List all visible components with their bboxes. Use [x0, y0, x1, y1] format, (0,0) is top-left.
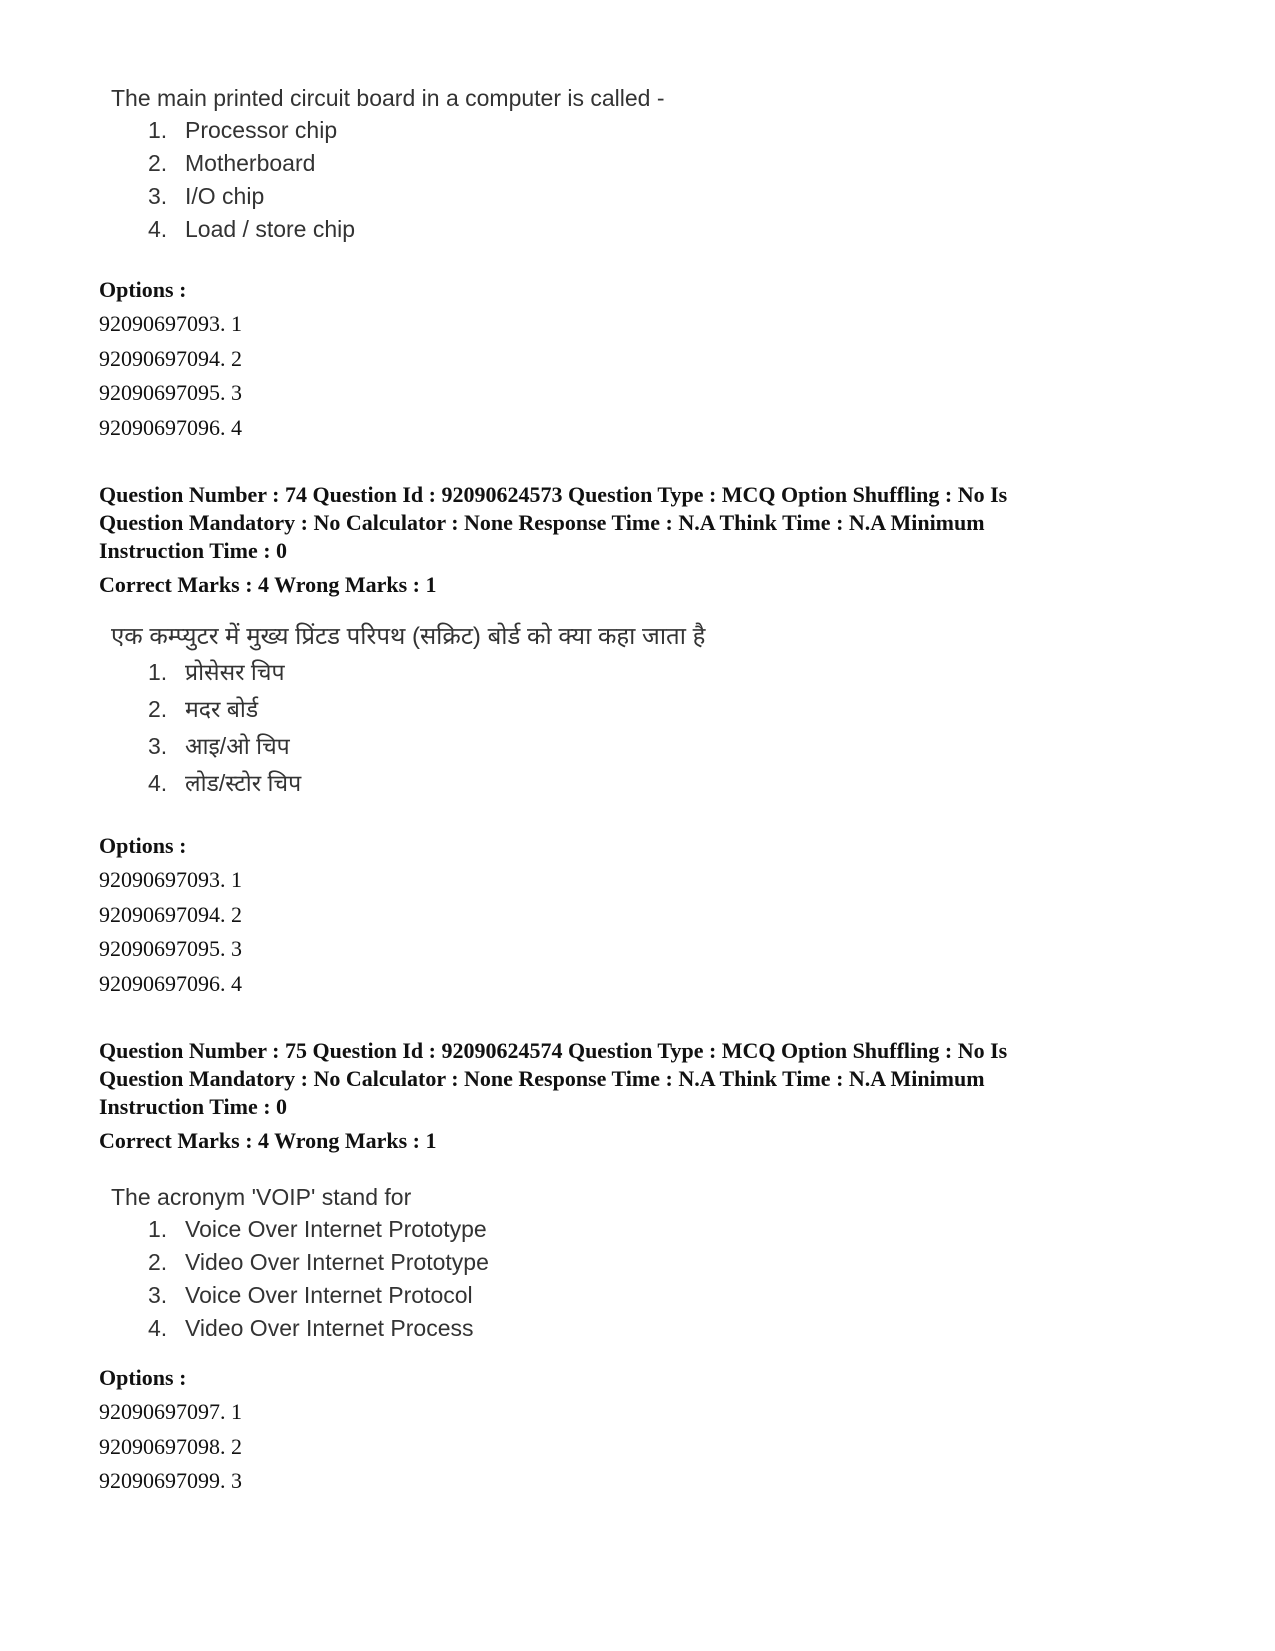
option-row: 92090697099. 3 [99, 1468, 242, 1493]
option-row: 92090697094. 2 [99, 901, 242, 927]
question-choice-list [111, 114, 665, 246]
question-choice [111, 114, 665, 147]
question-choice [111, 728, 705, 765]
choice-number: 1. [148, 1216, 168, 1242]
question-choice [111, 213, 665, 246]
question-choice [111, 1312, 489, 1345]
option-row: 92090697093. 1 [99, 311, 242, 336]
choice-number: 4. [148, 770, 168, 796]
choice-text: I/O chip [185, 183, 265, 209]
question-choice [111, 765, 705, 802]
choice-number: 3. [148, 733, 168, 759]
meta-line: Question Number : 75 Question Id : 92090624574 Question Type : MCQ Option Shuffling : No Is [99, 1038, 1008, 1063]
question-74-meta [99, 481, 1159, 599]
question-75-meta [99, 1037, 1159, 1155]
question-73-image [111, 82, 665, 246]
question-74-image [111, 620, 705, 802]
meta-line: Instruction Time : 0 [99, 1094, 288, 1119]
question-choice [111, 1246, 489, 1279]
choice-number: 1. [148, 117, 168, 143]
choice-text: प्रोसेसर चिप [185, 659, 285, 685]
meta-line: Instruction Time : 0 [99, 538, 288, 563]
choice-number: 2. [148, 150, 168, 176]
choice-text: Video Over Internet Prototype [185, 1249, 489, 1275]
meta-line: Question Mandatory : No Calculator : None Response Time : N.A Think Time : N.A Minimum [99, 1066, 985, 1091]
choice-text: Voice Over Internet Protocol [185, 1282, 473, 1308]
options-list [99, 1361, 519, 1499]
meta-line: Question Number : 74 Question Id : 92090624573 Question Type : MCQ Option Shuffling : No Is [99, 482, 1008, 507]
options-heading: Options : [99, 1365, 187, 1390]
choice-text: Video Over Internet Process [185, 1315, 474, 1341]
question-stem: The main printed circuit board in a computer is called - [111, 85, 665, 111]
choice-number: 2. [148, 1249, 168, 1275]
question-stem: एक कम्प्युटर में मुख्य प्रिंटड परिपथ (सक्रिट) बोर्ड को क्या कहा जाता है [111, 623, 706, 650]
question-75-image [111, 1181, 489, 1345]
question-stem: The acronym 'VOIP' stand for [111, 1184, 412, 1210]
question-choice [111, 1213, 489, 1246]
choice-number: 3. [148, 183, 168, 209]
question-choice [111, 654, 705, 691]
choice-text: लोड/स्टोर चिप [185, 770, 302, 796]
question-choice-list [111, 654, 705, 802]
choice-number: 4. [148, 216, 168, 242]
option-row: 92090697093. 1 [99, 867, 242, 892]
option-row: 92090697097. 1 [99, 1399, 242, 1424]
choice-text: आइ/ओ चिप [185, 733, 290, 759]
question-choice [111, 180, 665, 213]
option-row: 92090697098. 2 [99, 1433, 242, 1459]
marks-line: Correct Marks : 4 Wrong Marks : 1 [99, 1128, 437, 1153]
choice-text: Voice Over Internet Prototype [185, 1216, 487, 1242]
choice-number: 3. [148, 1282, 168, 1308]
choice-text: Load / store chip [185, 216, 356, 242]
question-choice [111, 691, 705, 728]
question-choice-list [111, 1213, 489, 1345]
options-list [99, 273, 519, 445]
question-choice [111, 1279, 489, 1312]
choice-number: 2. [148, 696, 168, 722]
options-heading: Options : [99, 277, 187, 302]
choice-text: Motherboard [185, 150, 316, 176]
question-choice [111, 147, 665, 180]
option-row: 92090697096. 4 [99, 970, 242, 996]
option-row: 92090697095. 3 [99, 936, 242, 961]
choice-text: मदर बोर्ड [185, 696, 259, 722]
choice-text: Processor chip [185, 117, 338, 143]
meta-line: Question Mandatory : No Calculator : None Response Time : N.A Think Time : N.A Minimum [99, 510, 985, 535]
options-list [99, 829, 519, 1001]
options-heading: Options : [99, 833, 187, 858]
option-row: 92090697095. 3 [99, 380, 242, 405]
option-row: 92090697096. 4 [99, 414, 242, 440]
choice-number: 4. [148, 1315, 168, 1341]
option-row: 92090697094. 2 [99, 345, 242, 371]
marks-line: Correct Marks : 4 Wrong Marks : 1 [99, 572, 437, 597]
choice-number: 1. [148, 659, 168, 685]
